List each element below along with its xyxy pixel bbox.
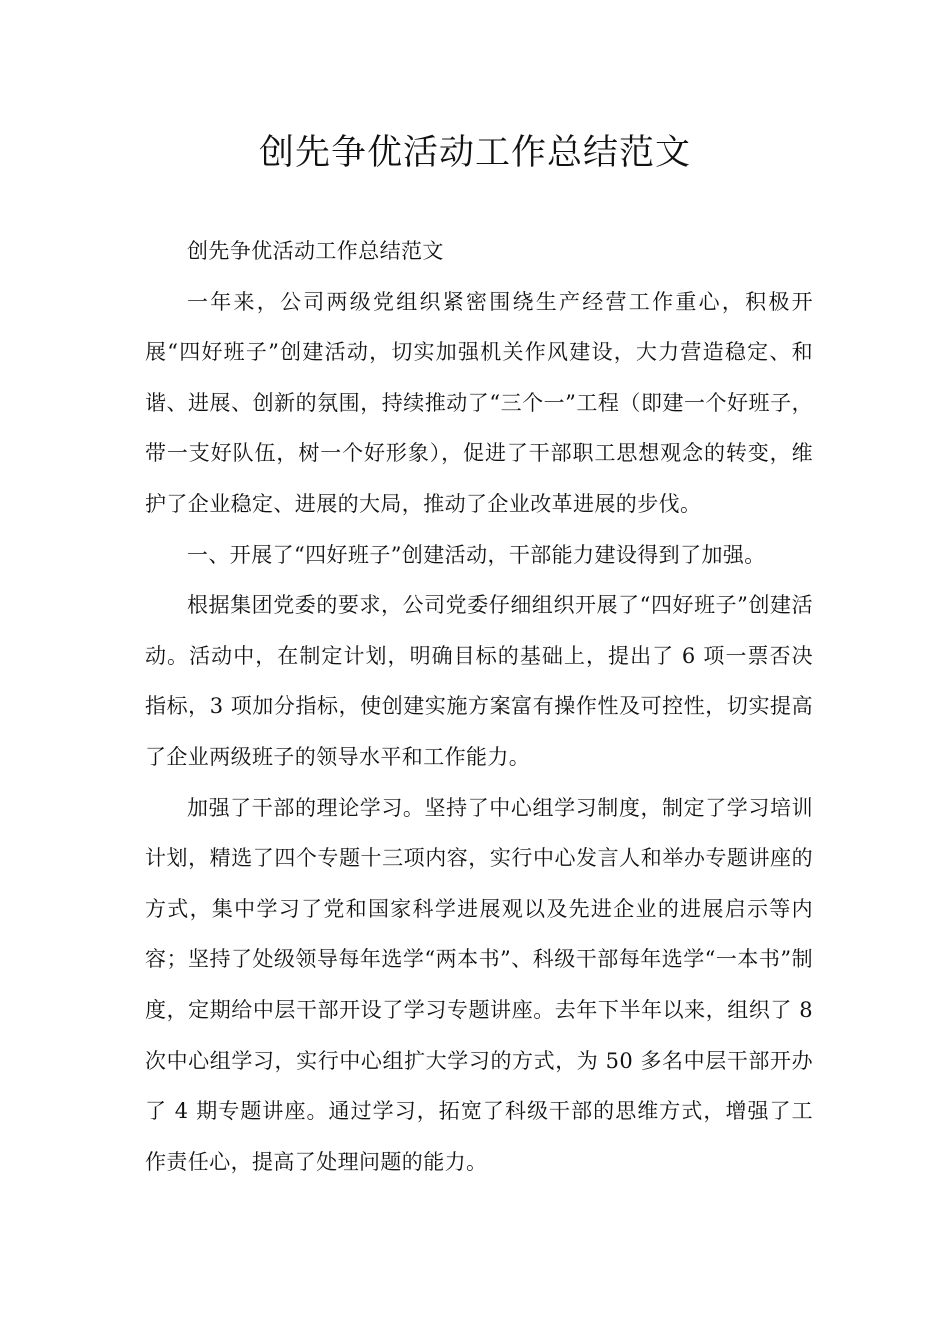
paragraph-subtitle: 创先争优活动工作总结范文: [187, 239, 444, 263]
paragraph-section-heading: 一、开展了“四好班子”创建活动，干部能力建设得到了加强。: [187, 542, 766, 567]
document-body: [145, 226, 813, 1187]
paragraph-activity: 根据集团党委的要求，公司党委仔细组织开展了“四好班子”创建活动。活动中，在制定计划，明确目标的基础上，提出了 6 项一票否决指标，3 项加分指标，使创建实施方案富有操作性及可控性，切实提高了企业两级班子的领导水平和工作能力。: [145, 593, 813, 769]
document-title: 创先争优活动工作总结范文: [258, 133, 691, 173]
paragraph-intro: 一年来，公司两级党组织紧密围绕生产经营工作重心，积极开展“四好班子”创建活动，切实加强机关作风建设，大力营造稳定、和谐、进展、创新的氛围，持续推动了“三个一”工程（即建一个好班子，带一支好队伍，树一个好形象），促进了干部职工思想观念的转变，维护了企业稳定、进展的大局，推动了企业改革进展的步伐。: [145, 289, 813, 516]
paragraph-study: 加强了干部的理论学习。坚持了中心组学习制度，制定了学习培训计划，精选了四个专题十三项内容，实行中心发言人和举办专题讲座的方式，集中学习了党和国家科学进展观以及先进企业的进展启示等内容；坚持了处级领导每年选学“两本书”、科级干部每年选学“一本书”制度，定期给中层干部开设了学习专题讲座。去年下半年以来，组织了 8 次中心组学习，实行中心组扩大学习的方式，为 50 多名中层干部开办了 4 期专题讲座。通过学习，拓宽了科级干部的思维方式，增强了工作责任心，提高了处理问题的能力。: [145, 795, 813, 1174]
